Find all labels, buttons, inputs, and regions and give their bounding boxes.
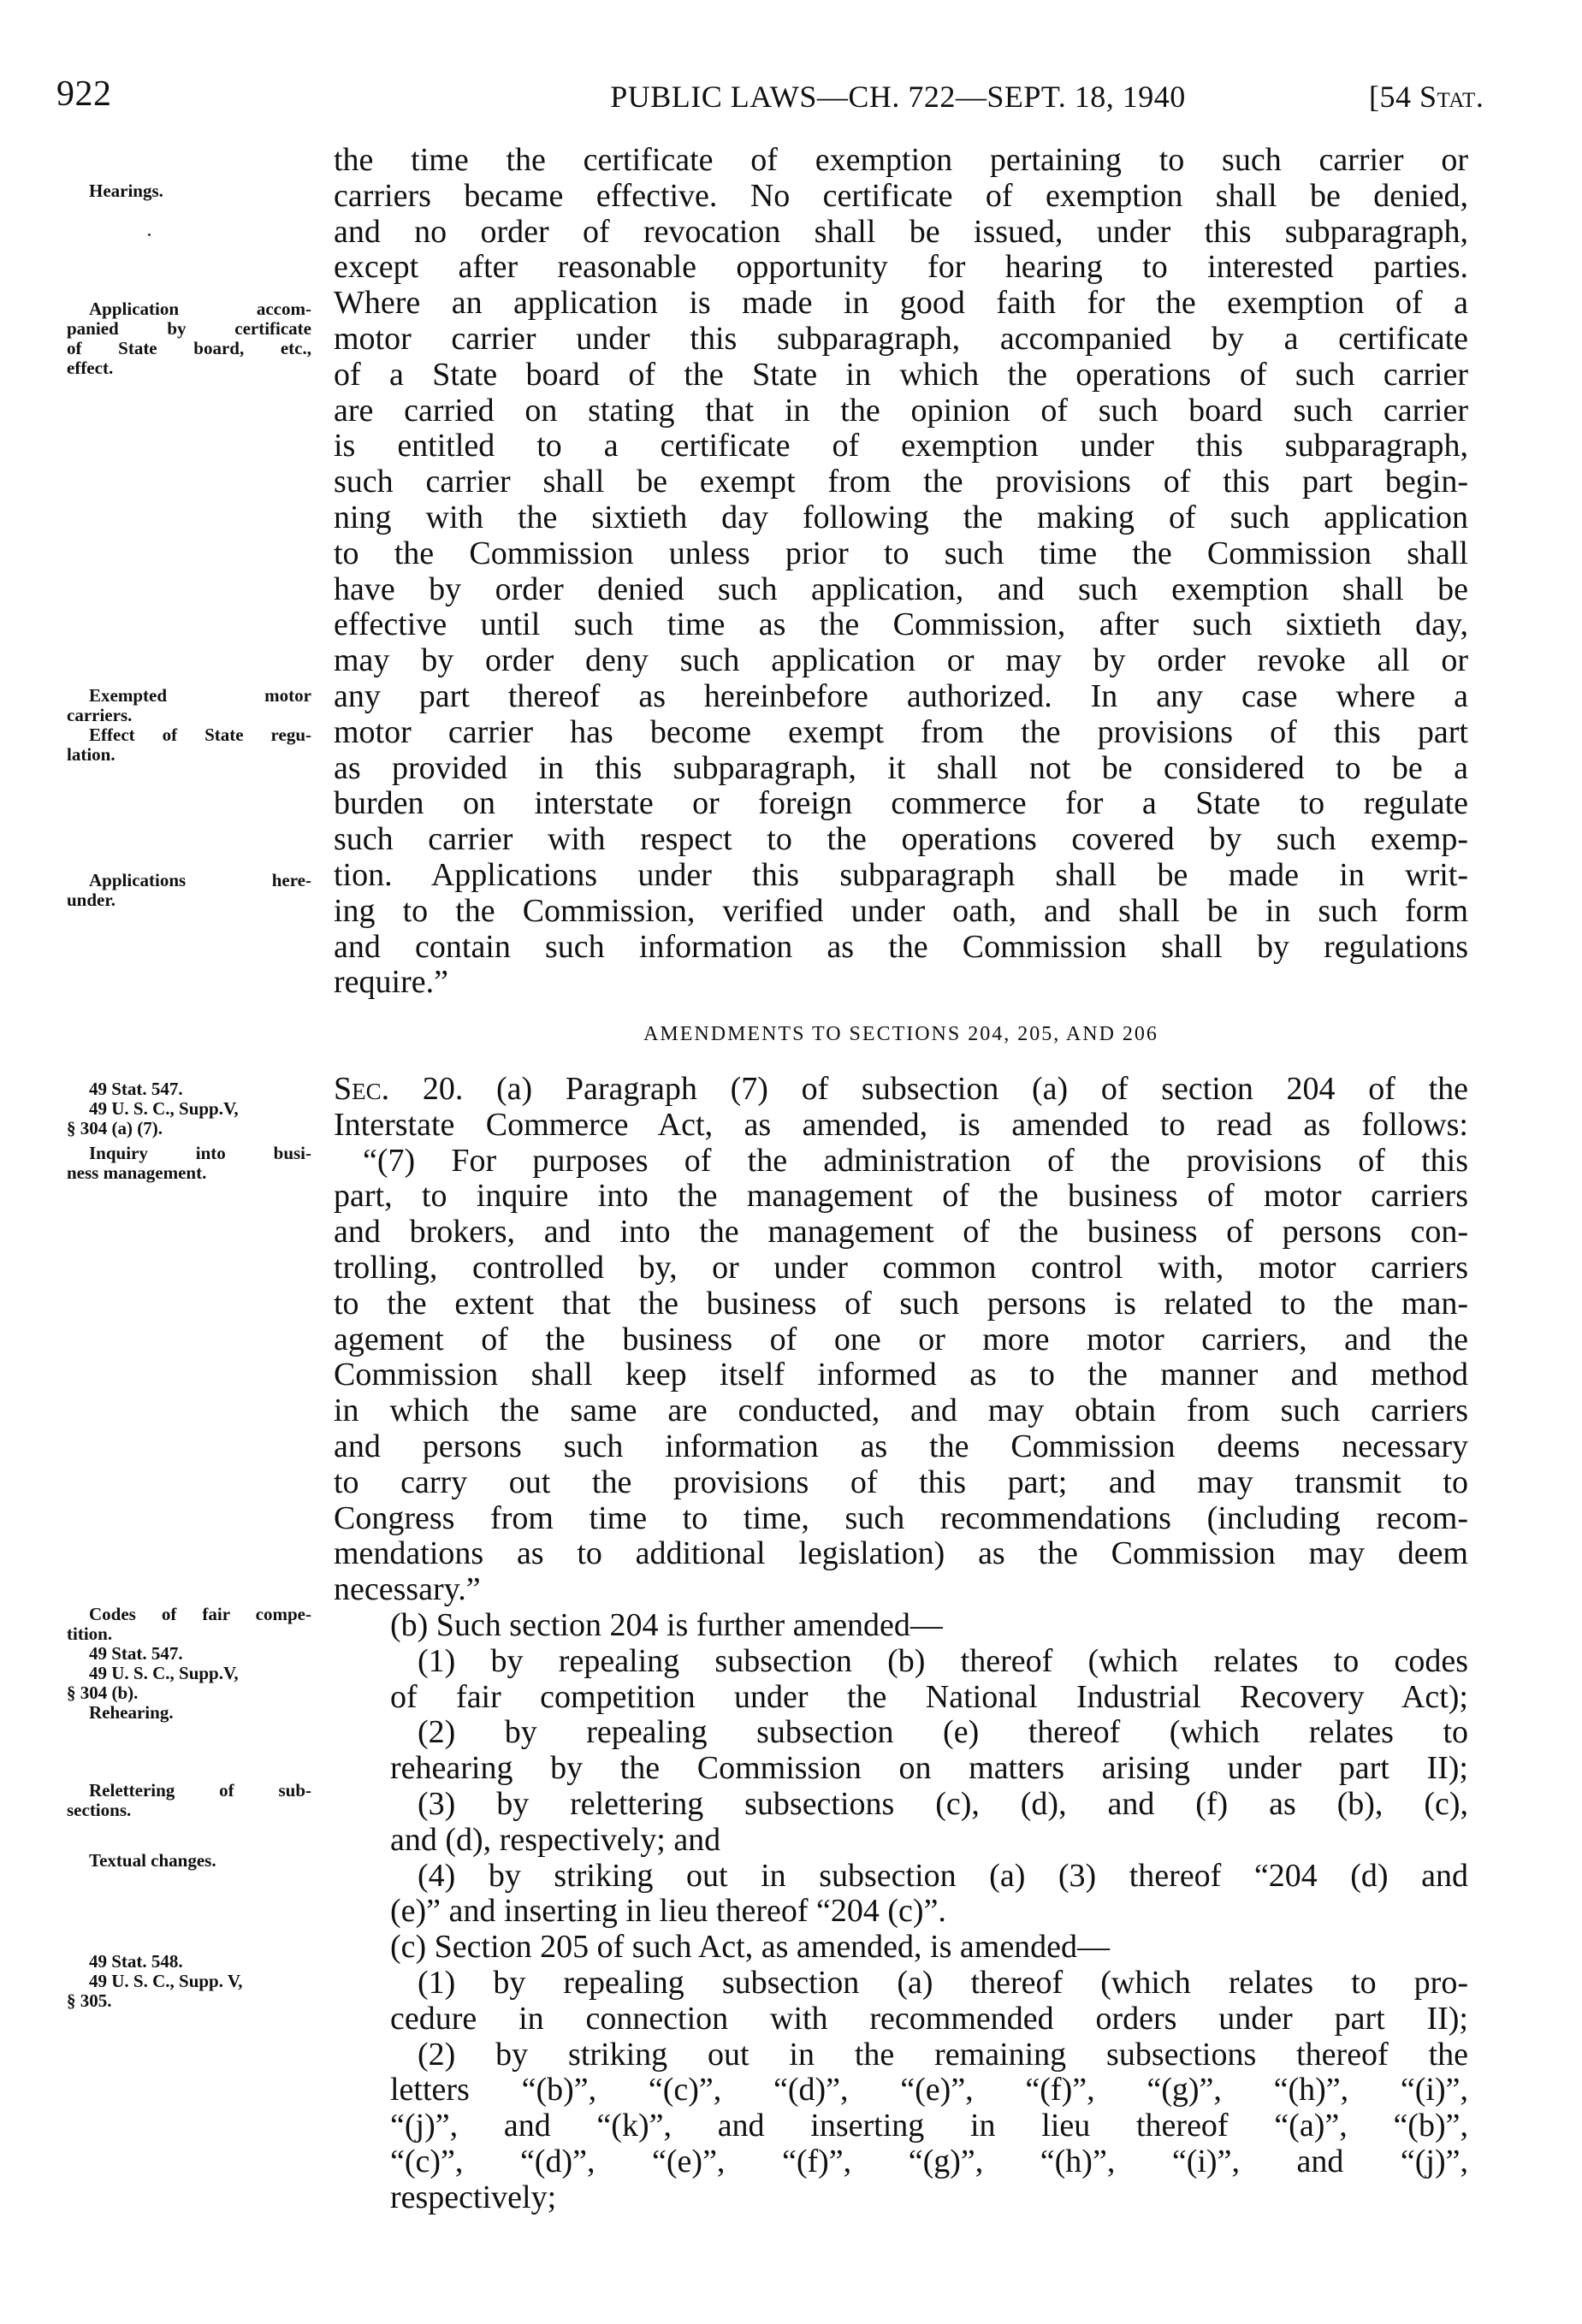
text-line: “(j)”, and “(k)”, and inserting in lieu thereof “(a)”, “(b)”,: [390, 2108, 1468, 2144]
text-run: 20. (a) Paragraph (7) of subsection (a) of section 204 of the: [389, 1072, 1468, 1107]
margin-note-application: [67, 299, 311, 378]
text-line: and contain such information as the Commission shall by regulations: [334, 929, 1468, 965]
text-line: ing to the Commission, verified under oath, and shall be in such form: [334, 893, 1468, 929]
text-line: to carry out the provisions of this part; and may transmit to: [334, 1464, 1468, 1500]
text-line: (b) Such section 204 is further amended—: [390, 1607, 943, 1643]
text-line: may by order deny such application or may by order revoke all or: [334, 643, 1468, 679]
note-line: effect.: [67, 358, 114, 378]
margin-note-stat-547: [67, 1079, 311, 1183]
text-line: such carrier shall be exempt from the provisions of this part begin-: [334, 464, 1468, 500]
text-line: to the Commission unless prior to such time the Commission shall: [334, 535, 1468, 571]
running-head-title: PUBLIC LAWS—CH. 722—SEPT. 18, 1940: [610, 80, 1186, 114]
volume-reference: [54 Stat.: [1369, 80, 1484, 114]
section-heading: AMENDMENTS TO SECTIONS 204, 205, AND 206: [643, 1023, 1158, 1045]
text-line: carriers became effective. No certificate of exemption shall be denied,: [334, 178, 1468, 214]
text-line: require.”: [334, 965, 448, 1001]
text-line: part, to inquire into the management of the business of motor carriers: [334, 1179, 1468, 1215]
text-line: are carried on stating that in the opinion of such board such carrier: [334, 393, 1468, 429]
text-line: (c) Section 205 of such Act, as amended, is amended—: [390, 1930, 1111, 1966]
text-line: of fair competition under the National Industrial Recovery Act);: [390, 1679, 1468, 1715]
text-line: [334, 1072, 1468, 1108]
text-line: “(7) For purposes of the administration of the provisions of this: [363, 1143, 1468, 1179]
note-line: Applications here-: [89, 870, 311, 890]
text-line: Congress from time to time, such recommendations (including recom-: [334, 1500, 1468, 1536]
text-line: as provided in this subparagraph, it shall not be considered to be a: [334, 750, 1468, 786]
note-line: of State board, etc.,: [67, 338, 311, 358]
text-line: (4) by striking out in subsection (a) (3) thereof “204 (d) and: [418, 1858, 1468, 1894]
text-line: the time the certificate of exemption pertaining to such carrier or: [334, 143, 1468, 178]
margin-note-codes: [67, 1605, 311, 1723]
note-line: Effect of State regu-: [89, 724, 311, 745]
margin-note-exempted: [67, 686, 311, 765]
speck: [148, 234, 151, 236]
note-line: carriers.: [67, 705, 133, 725]
note-line: 49 U. S. C., Supp. V,: [89, 1971, 243, 1991]
text-line: trolling, controlled by, or under common control with, motor carriers: [334, 1250, 1468, 1286]
note-line: Relettering of sub-: [89, 1780, 311, 1801]
text-line: burden on interstate or foreign commerce for a State to regulate: [334, 786, 1468, 822]
note-line: Hearings.: [89, 180, 163, 201]
text-line: tion. Applications under this subparagraph shall be made in writ-: [334, 857, 1468, 893]
note-line: Codes of fair compe-: [89, 1604, 311, 1624]
text-line: except after reasonable opportunity for hearing to interested parties.: [334, 250, 1468, 286]
text-line: motor carrier under this subparagraph, accompanied by a certificate: [334, 321, 1468, 357]
text-line: and brokers, and into the management of the business of persons con-: [334, 1215, 1468, 1251]
note-line: ness management.: [67, 1162, 207, 1183]
note-line: Exempted motor: [89, 685, 311, 706]
text-line: of a State board of the State in which the operations of such carrier: [334, 357, 1468, 393]
text-line: is entitled to a certificate of exemption under this subparagraph,: [334, 429, 1468, 464]
text-line: and no order of revocation shall be issued, under this subparagraph,: [334, 214, 1468, 250]
note-line: 49 U. S. C., Supp.V,: [89, 1663, 239, 1683]
note-line: tition.: [67, 1623, 113, 1644]
body-text-section-20: [334, 1072, 1468, 2216]
text-line: in which the same are conducted, and may obtain from such carriers: [334, 1393, 1468, 1429]
note-line: under.: [67, 890, 116, 910]
text-line: rehearing by the Commission on matters arising under part II);: [390, 1751, 1468, 1787]
text-line: respectively;: [390, 2179, 557, 2215]
text-line: motor carrier has become exempt from the provisions of this part: [334, 714, 1468, 750]
text-line: (2) by repealing subsection (e) thereof (which relates to: [418, 1715, 1468, 1751]
note-line: 49 Stat. 547.: [89, 1079, 183, 1099]
text-line: have by order denied such application, and such exemption shall be: [334, 571, 1468, 607]
text-line: agement of the business of one or more motor carriers, and the: [334, 1322, 1468, 1357]
text-line: cedure in connection with recommended orders under part II);: [390, 2001, 1468, 2037]
text-line: any part thereof as hereinbefore authorized. In any case where a: [334, 678, 1468, 714]
margin-note-stat-548: [67, 1952, 311, 2011]
note-line: 49 Stat. 547.: [89, 1643, 183, 1664]
note-line: Application accom-: [89, 299, 311, 319]
text-line: necessary.”: [334, 1572, 481, 1608]
page-number: 922: [56, 74, 112, 114]
note-line: sections.: [67, 1800, 132, 1820]
margin-note-relettering: [67, 1781, 311, 1820]
margin-note-hearings: [67, 181, 311, 201]
text-line: such carrier with respect to the operations covered by such exemp-: [334, 822, 1468, 858]
note-line: § 305.: [67, 1990, 112, 2011]
text-line: Where an application is made in good faith for the exemption of a: [334, 286, 1468, 322]
text-line: (e)” and inserting in lieu thereof “204 (c)”.: [390, 1894, 946, 1930]
text-line: mendations as to additional legislation) as the Commission may deem: [334, 1536, 1468, 1572]
text-line: effective until such time as the Commission, after such sixtieth day,: [334, 607, 1468, 643]
body-text-continuation: [334, 143, 1468, 1001]
margin-note-textual: [67, 1851, 311, 1871]
text-line: (2) by striking out in the remaining subsections thereof the: [418, 2037, 1468, 2073]
note-line: Textual changes.: [89, 1850, 216, 1871]
text-line: Interstate Commerce Act, as amended, is amended to read as follows:: [334, 1107, 1468, 1143]
text-line: letters “(b)”, “(c)”, “(d)”, “(e)”, “(f)”, “(g)”, “(h)”, “(i)”,: [390, 2073, 1468, 2108]
note-line: 49 U. S. C., Supp.V,: [89, 1098, 239, 1119]
text-line: (1) by repealing subsection (b) thereof (which relates to codes: [418, 1643, 1468, 1679]
text-line: ning with the sixtieth day following the making of such application: [334, 500, 1468, 535]
text-line: Commission shall keep itself informed as to the manner and method: [334, 1357, 1468, 1393]
note-line: Inquiry into busi-: [89, 1143, 311, 1163]
margin-note-applications: [67, 871, 311, 910]
text-line: and (d), respectively; and: [390, 1822, 721, 1858]
note-line: § 304 (a) (7).: [67, 1118, 163, 1138]
text-line: (1) by repealing subsection (a) thereof (which relates to pro-: [418, 1965, 1468, 2001]
text-line: and persons such information as the Commission deems necessary: [334, 1428, 1468, 1464]
text-line: (3) by relettering subsections (c), (d), and (f) as (b), (c),: [418, 1786, 1468, 1822]
note-line: panied by certificate: [67, 318, 311, 339]
note-line: 49 Stat. 548.: [89, 1951, 183, 1972]
text-line: to the extent that the business of such persons is related to the man-: [334, 1286, 1468, 1322]
note-line: lation.: [67, 744, 116, 765]
note-line: § 304 (b).: [67, 1682, 139, 1703]
note-line: Rehearing.: [89, 1702, 174, 1723]
section-label: Sec.: [334, 1072, 390, 1107]
text-line: “(c)”, “(d)”, “(e)”, “(f)”, “(g)”, “(h)”, “(i)”, and “(j)”,: [390, 2144, 1468, 2179]
